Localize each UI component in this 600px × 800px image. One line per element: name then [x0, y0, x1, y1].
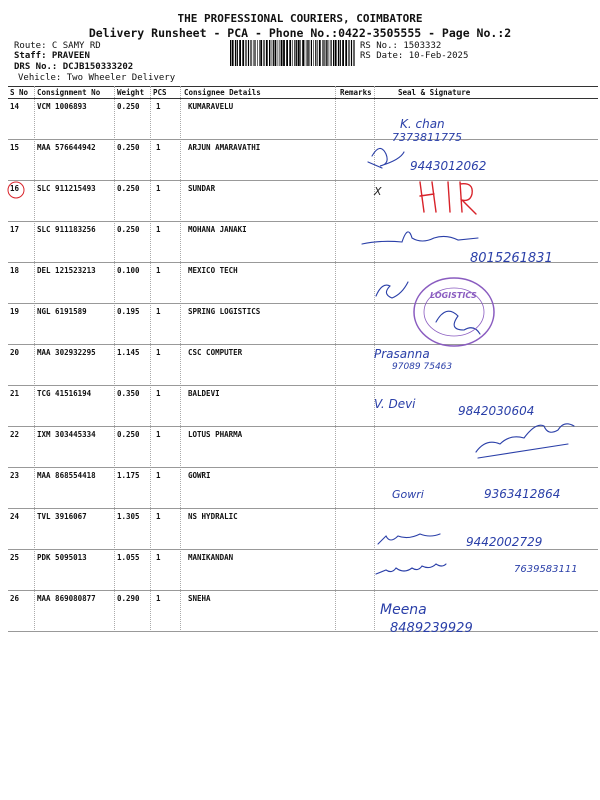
cell-pcs: 1	[156, 266, 161, 275]
barcode-bar	[331, 40, 332, 66]
cell-pcs: 1	[156, 143, 161, 152]
cell-consignment: PDK 5095013	[37, 553, 87, 562]
row-rule	[8, 508, 598, 509]
col-divider	[180, 86, 181, 632]
barcode-bar	[248, 40, 249, 66]
hw-row14-name: K. chan	[400, 117, 445, 131]
signature-scribble	[436, 311, 480, 334]
hw-row14-phone: 7373811775	[392, 131, 462, 144]
barcode-bar	[237, 40, 238, 66]
cell-weight: 0.250	[117, 143, 140, 152]
barcode-bar	[340, 40, 341, 66]
cell-pcs: 1	[156, 307, 161, 316]
barcode-bar	[335, 40, 337, 66]
cell-pcs: 1	[156, 389, 161, 398]
col-divider	[114, 86, 115, 632]
barcode-bar	[245, 40, 246, 66]
barcode-bar	[342, 40, 344, 66]
hw-row16-x: X	[374, 185, 382, 198]
stamp-text: LOGISTICS	[430, 291, 477, 300]
row-rule	[8, 303, 598, 304]
barcode-bar	[326, 40, 327, 66]
hw-row26-name: Meena	[380, 602, 427, 618]
vehicle-label: Vehicle: Two Wheeler Delivery	[18, 73, 176, 83]
barcode-bar	[230, 40, 231, 66]
cell-weight: 1.305	[117, 512, 140, 521]
row-rule	[8, 262, 598, 263]
barcode-bar	[323, 40, 324, 66]
barcode-bar	[307, 40, 308, 66]
cell-sno: 19	[10, 307, 20, 316]
barcode-bar	[271, 40, 272, 66]
barcode-bar	[286, 40, 288, 66]
barcode-bar	[255, 40, 256, 66]
hw-row17-phone: 8015261831	[470, 251, 553, 266]
cell-weight: 0.250	[117, 225, 140, 234]
signature-scribble	[372, 148, 404, 166]
barcode-bar	[333, 40, 334, 66]
cell-sno: 17	[10, 225, 20, 234]
barcode-bar	[298, 40, 300, 66]
hw-row21-phone: 9842030604	[458, 404, 535, 418]
col-pcs: PCS	[153, 88, 167, 97]
barcode-bar	[302, 40, 304, 66]
row-rule	[8, 139, 598, 140]
cell-consignee: MEXICO TECH	[188, 266, 238, 275]
hw-row20-phone: 97089 75463	[392, 362, 453, 372]
cell-consignee: LOTUS PHARMA	[188, 430, 243, 439]
cell-pcs: 1	[156, 348, 161, 357]
cell-consignment: TVL 3916067	[37, 512, 87, 521]
cell-weight: 0.100	[117, 266, 140, 275]
barcode-bar	[273, 40, 274, 66]
row-rule	[8, 467, 598, 468]
signature-scribble	[362, 232, 478, 244]
barcode-bar	[232, 40, 234, 66]
rs-date: RS Date: 10-Feb-2025	[360, 51, 469, 61]
barcode-bar	[292, 40, 293, 66]
barcode-bar	[300, 40, 301, 66]
barcode-bar	[266, 40, 268, 66]
cell-consignee: SPRING LOGISTICS	[188, 307, 261, 316]
hw-row23-phone: 9363412864	[484, 487, 561, 501]
barcode-bar	[313, 40, 314, 66]
col-consignee: Consignee Details	[184, 88, 261, 97]
barcode-bar	[242, 40, 244, 66]
cell-consignee: NS HYDRALIC	[188, 512, 238, 521]
hw-row23-name: Gowri	[392, 488, 424, 501]
barcode-bar	[281, 40, 283, 66]
cell-sno: 23	[10, 471, 20, 480]
col-divider	[150, 86, 151, 632]
cell-weight: 0.250	[117, 430, 140, 439]
red-initials	[420, 182, 476, 214]
cell-consignment: IXM 303445334	[37, 430, 96, 439]
hw-row20-name: Prasanna	[374, 347, 430, 361]
cell-pcs: 1	[156, 471, 161, 480]
barcode-bar	[235, 40, 236, 66]
cell-consignee: ARJUN AMARAVATHI	[188, 143, 261, 152]
barcode-bar	[348, 40, 349, 66]
barcode-bar	[239, 40, 241, 66]
col-divider	[335, 86, 336, 632]
cell-consignment: SLC 911183256	[37, 225, 96, 234]
signature-scribble	[378, 534, 440, 544]
cell-consignment: MAA 576644942	[37, 143, 96, 152]
cell-pcs: 1	[156, 594, 161, 603]
cell-sno: 16	[10, 184, 20, 193]
cell-sno: 25	[10, 553, 20, 562]
row-rule	[8, 590, 598, 591]
cell-consignment: MAA 869080877	[37, 594, 96, 603]
row-rule	[8, 344, 598, 345]
hw-row16-initials: HIR	[426, 1, 428, 2]
cell-sno: 24	[10, 512, 20, 521]
col-divider	[374, 86, 375, 632]
barcode-bar	[275, 40, 277, 66]
company-stamp	[414, 278, 494, 346]
barcode-bar	[283, 40, 285, 66]
signature-scribble	[376, 564, 446, 574]
signature-scribble	[368, 162, 382, 168]
barcode-bar	[305, 40, 306, 66]
cell-consignment: VCM 1006893	[37, 102, 87, 111]
hw-row21-name: V. Devi	[374, 397, 416, 411]
barcode-bar	[315, 40, 316, 66]
row-rule	[8, 221, 598, 222]
cell-consignee: MOHANA JANAKI	[188, 225, 247, 234]
rs-number: RS No.: 1503332	[360, 41, 442, 51]
cell-pcs: 1	[156, 512, 161, 521]
cell-consignment: DEL 121523213	[37, 266, 96, 275]
barcode-bar	[319, 40, 321, 66]
col-sno: S No	[10, 88, 29, 97]
signature-scribble	[478, 444, 568, 458]
row-rule	[8, 631, 598, 632]
cell-sno: 15	[10, 143, 20, 152]
staff-label: Staff: PRAVEEN	[14, 51, 90, 61]
cell-pcs: 1	[156, 184, 161, 193]
cell-sno: 21	[10, 389, 20, 398]
route-label: Route: C SAMY RD	[14, 41, 101, 51]
col-remarks: Remarks	[340, 88, 372, 97]
barcode-bar	[338, 40, 339, 66]
cell-consignee: MANIKANDAN	[188, 553, 234, 562]
cell-weight: 0.195	[117, 307, 140, 316]
cell-pcs: 1	[156, 430, 161, 439]
cell-pcs: 1	[156, 225, 161, 234]
cell-weight: 1.145	[117, 348, 140, 357]
row-rule	[8, 426, 598, 427]
cell-consignee: SUNDAR	[188, 184, 216, 193]
cell-consignment: MAA 302932295	[37, 348, 96, 357]
barcode-bar	[351, 40, 352, 66]
cell-consignment: NGL 6191589	[37, 307, 87, 316]
barcode-bar	[280, 40, 281, 66]
barcode-bar	[289, 40, 291, 66]
cell-consignee: CSC COMPUTER	[188, 348, 243, 357]
barcode-bar	[259, 40, 260, 66]
hw-row15-phone: 9443012062	[410, 159, 487, 173]
cell-weight: 1.055	[117, 553, 140, 562]
cell-weight: 0.290	[117, 594, 140, 603]
barcode-bar	[329, 40, 330, 66]
cell-sno: 20	[10, 348, 20, 357]
barcode-bar	[327, 40, 328, 66]
cell-consignment: TCG 41516194	[37, 389, 92, 398]
signature-scribble	[476, 424, 574, 452]
company-title: THE PROFESSIONAL COURIERS, COIMBATORE	[177, 12, 423, 25]
barcode-bar	[322, 40, 323, 66]
table-top-rule	[8, 86, 598, 87]
barcode-bar	[311, 40, 312, 66]
cell-consignment: MAA 868554418	[37, 471, 96, 480]
col-weight: Weight	[117, 88, 145, 97]
cell-consignee: BALDEVI	[188, 389, 220, 398]
cell-consignment: SLC 911215493	[37, 184, 96, 193]
table-header-rule	[8, 98, 598, 99]
cell-weight: 0.350	[117, 389, 140, 398]
barcode-bar	[260, 40, 262, 66]
cell-sno: 18	[10, 266, 20, 275]
barcode-bar	[353, 40, 354, 66]
cell-consignee: SNEHA	[188, 594, 211, 603]
barcode-bar	[345, 40, 347, 66]
cell-pcs: 1	[156, 102, 161, 111]
barcode-bar	[257, 40, 258, 66]
runsheet-subtitle: Delivery Runsheet - PCA - Phone No.:0422-3505555 - Page No.:2	[88, 26, 512, 40]
row-rule	[8, 549, 598, 550]
barcode-bar	[296, 40, 297, 66]
hw-row25-phone: 7639583111	[514, 564, 578, 575]
cell-sno: 26	[10, 594, 20, 603]
row-rule	[8, 385, 598, 386]
hw-row24-phone: 9442002729	[466, 535, 543, 549]
cell-sno: 14	[10, 102, 20, 111]
cell-consignee: KUMARAVELU	[188, 102, 234, 111]
barcode-bar	[250, 40, 251, 66]
barcode-bar	[263, 40, 264, 66]
col-seal: Seal & Signature	[398, 88, 471, 97]
barcode-bar	[308, 40, 309, 66]
barcode-bar	[317, 40, 318, 66]
barcode-bar	[254, 40, 255, 66]
cell-pcs: 1	[156, 553, 161, 562]
barcode	[229, 40, 356, 66]
cell-weight: 1.175	[117, 471, 140, 480]
col-consignment: Consignment No	[37, 88, 101, 97]
row-rule	[8, 180, 598, 181]
cell-weight: 0.250	[117, 184, 140, 193]
barcode-bar	[269, 40, 270, 66]
cell-sno: 22	[10, 430, 20, 439]
col-divider	[34, 86, 35, 632]
barcode-bar	[253, 40, 254, 66]
hw-row26-phone: 8489239929	[390, 621, 473, 636]
cell-weight: 0.250	[117, 102, 140, 111]
signature-scribble	[376, 282, 408, 298]
drs-label: DRS No.: DCJB150333202	[14, 62, 134, 72]
cell-consignee: GOWRI	[188, 471, 211, 480]
barcode-bar	[294, 40, 295, 66]
barcode-bar	[324, 40, 325, 66]
barcode-bar	[278, 40, 279, 66]
